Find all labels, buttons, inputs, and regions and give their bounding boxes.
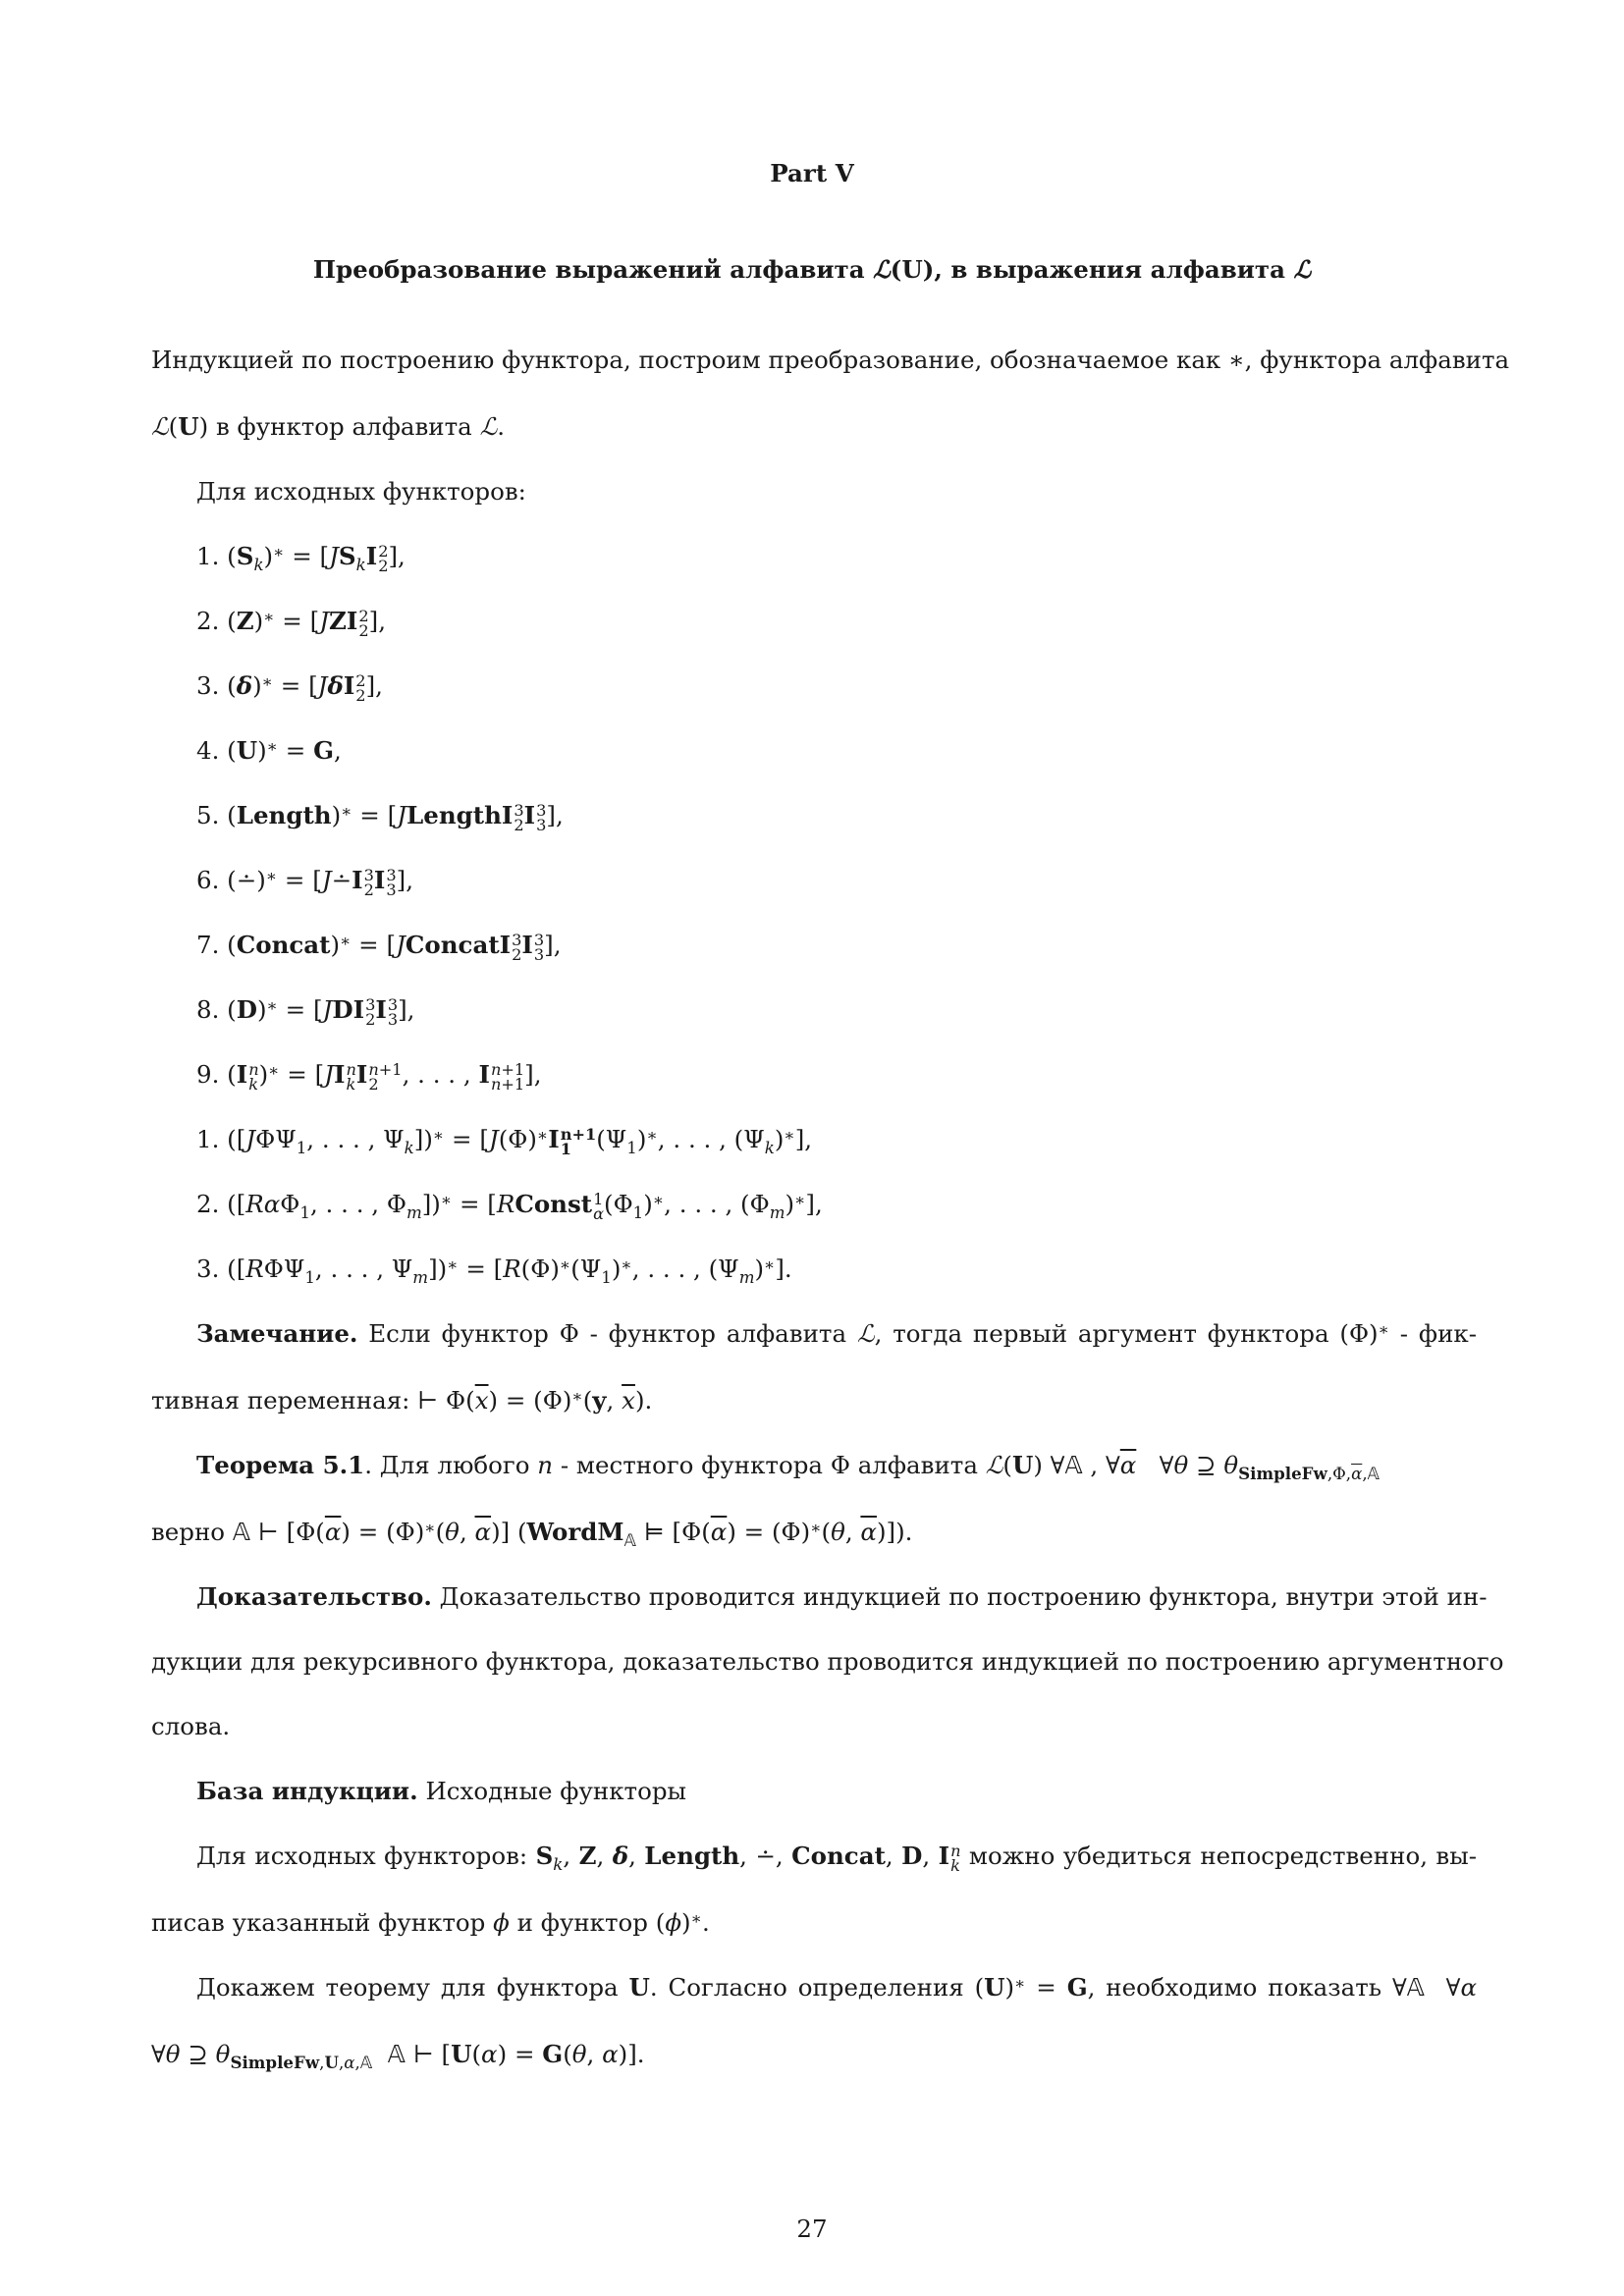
proof-line-3: слова. bbox=[151, 1712, 231, 1740]
remark-line-2: тивная переменная: ⊢ $\Phi(\overline{x}) = (\Phi)^∗(y$, $\overline{x}$). bbox=[151, 1386, 653, 1415]
definition-item: 3. (δ)∗ = [JδI 2 2 ], bbox=[196, 670, 383, 706]
part-title: Part V bbox=[770, 159, 854, 187]
definition-item: 6. (∸)∗ = [J∸I 3 2 I 3 3 ], bbox=[196, 865, 414, 900]
proof-label: Доказательство. bbox=[196, 1582, 432, 1611]
definition-item: 2. (Z)∗ = [JZI 2 2 ], bbox=[196, 606, 387, 641]
proof-line-2: дукции для рекурсивного функтора, доказательство проводится индукцией по построению аргументного bbox=[151, 1647, 1504, 1676]
intro-line-1: Индукцией по построению функтора, построим преобразование, обозначаемое как ∗, функтора алфавита bbox=[151, 346, 1510, 374]
definition-item: 2. ([RαΦ$_1$, . . . , $\Phi_m])^∗$ = [RConst 1 α $(\Phi_1)^∗$, . . . , $(\Phi_m)^∗$], bbox=[196, 1189, 823, 1224]
initial-functors-line-1: Для исходных функторов: $S_k$, Z, δ, Length, ∸, Concat, D, I n k можно убедиться непосредственно, вы- bbox=[196, 1841, 1477, 1876]
remark-line-1: Замечание. Если функтор Φ - функтор алфавита ℒ, тогда первый аргумент функтора (Φ)∗ - фик- bbox=[196, 1319, 1477, 1348]
page-number: 27 bbox=[796, 2215, 828, 2243]
theorem-line-2: верно 𝔸 ⊢ [$\Phi(\overline{\alpha}) = (\Phi)^∗(\theta$, $\overline{\alpha}$)] (WordM$_𝔸$ ⊨ [$\Phi(\overline{\alpha}) = (\Phi)^∗(\theta$, $\overline{\alpha}$)]). bbox=[151, 1518, 913, 1550]
intro-line-2: ℒ(U) в функтор алфавита ℒ. bbox=[151, 412, 506, 441]
prove-line-2: ∀θ ⊇ $\theta_{SimpleFw,U,\alpha,𝔸}$ 𝔸 ⊢ [U(α) = G(θ, α)]. bbox=[151, 2040, 645, 2072]
definition-item: 8. (D)∗ = [JDI 3 2 I 3 3 ], bbox=[196, 994, 415, 1030]
theorem-label: Теорема 5.1 bbox=[196, 1451, 365, 1479]
section-title: Преобразование выражений алфавита ℒ(U), в выражения алфавита ℒ bbox=[312, 255, 1312, 284]
theorem-line-1: Теорема 5.1. Для любого n - местного функтора Φ алфавита ℒ(U) ∀𝔸 , $\forall\overline{\alpha}$ ∀θ ⊇ $\theta_{SimpleFw,\Phi,\overline{\alpha},𝔸}$ bbox=[196, 1451, 1380, 1483]
definition-item: 3. ([$R\Phi\Psi_1$, . . . , $\Psi_m])^∗ = [R(\Phi)^∗(\Psi_1)^∗$, . . . , $(\Psi_m)^∗$]. bbox=[196, 1255, 792, 1287]
definition-item: 5. (Length)∗ = [JLengthI 3 2 I 3 3 ], bbox=[196, 800, 564, 835]
remark-label: Замечание. bbox=[196, 1319, 358, 1348]
definition-item: 9. (I n k )∗ = [JI n k I n+1 2 , . . . , I n+1 n+1 ], bbox=[196, 1059, 542, 1095]
proof-line-1: Доказательство. Доказательство проводится индукцией по построению функтора, внутри этой ин- bbox=[196, 1582, 1488, 1611]
initial-functors-label: Для исходных функторов: bbox=[196, 477, 526, 506]
definition-item: 7. (Concat)∗ = [JConcatI 3 2 I 3 3 ], bbox=[196, 930, 562, 965]
initial-functors-line-2: писав указанный функтор ϕ и функтор (ϕ)∗. bbox=[151, 1908, 710, 1937]
base-label: База индукции. bbox=[196, 1777, 418, 1805]
definition-item: 4. (U)∗ = G, bbox=[196, 736, 342, 765]
base-induction: База индукции. Исходные функторы bbox=[196, 1777, 687, 1805]
definition-item: 1. ([$J\Phi\Psi_1$, . . . , $\Psi_k])^∗ = [J(\Phi)^∗I$ n+1 1 $(\Psi_1)^∗$, . . . , $(\Psi_k)^∗$], bbox=[196, 1124, 813, 1159]
prove-line-1: Докажем теорему для функтора U. Согласно определения (U)∗ = G, необходимо показать ∀𝔸 ∀α bbox=[196, 1973, 1477, 2002]
definition-item: 1. $(S_k)^∗ = [JS_kI$ 2 2 ], bbox=[196, 541, 406, 576]
